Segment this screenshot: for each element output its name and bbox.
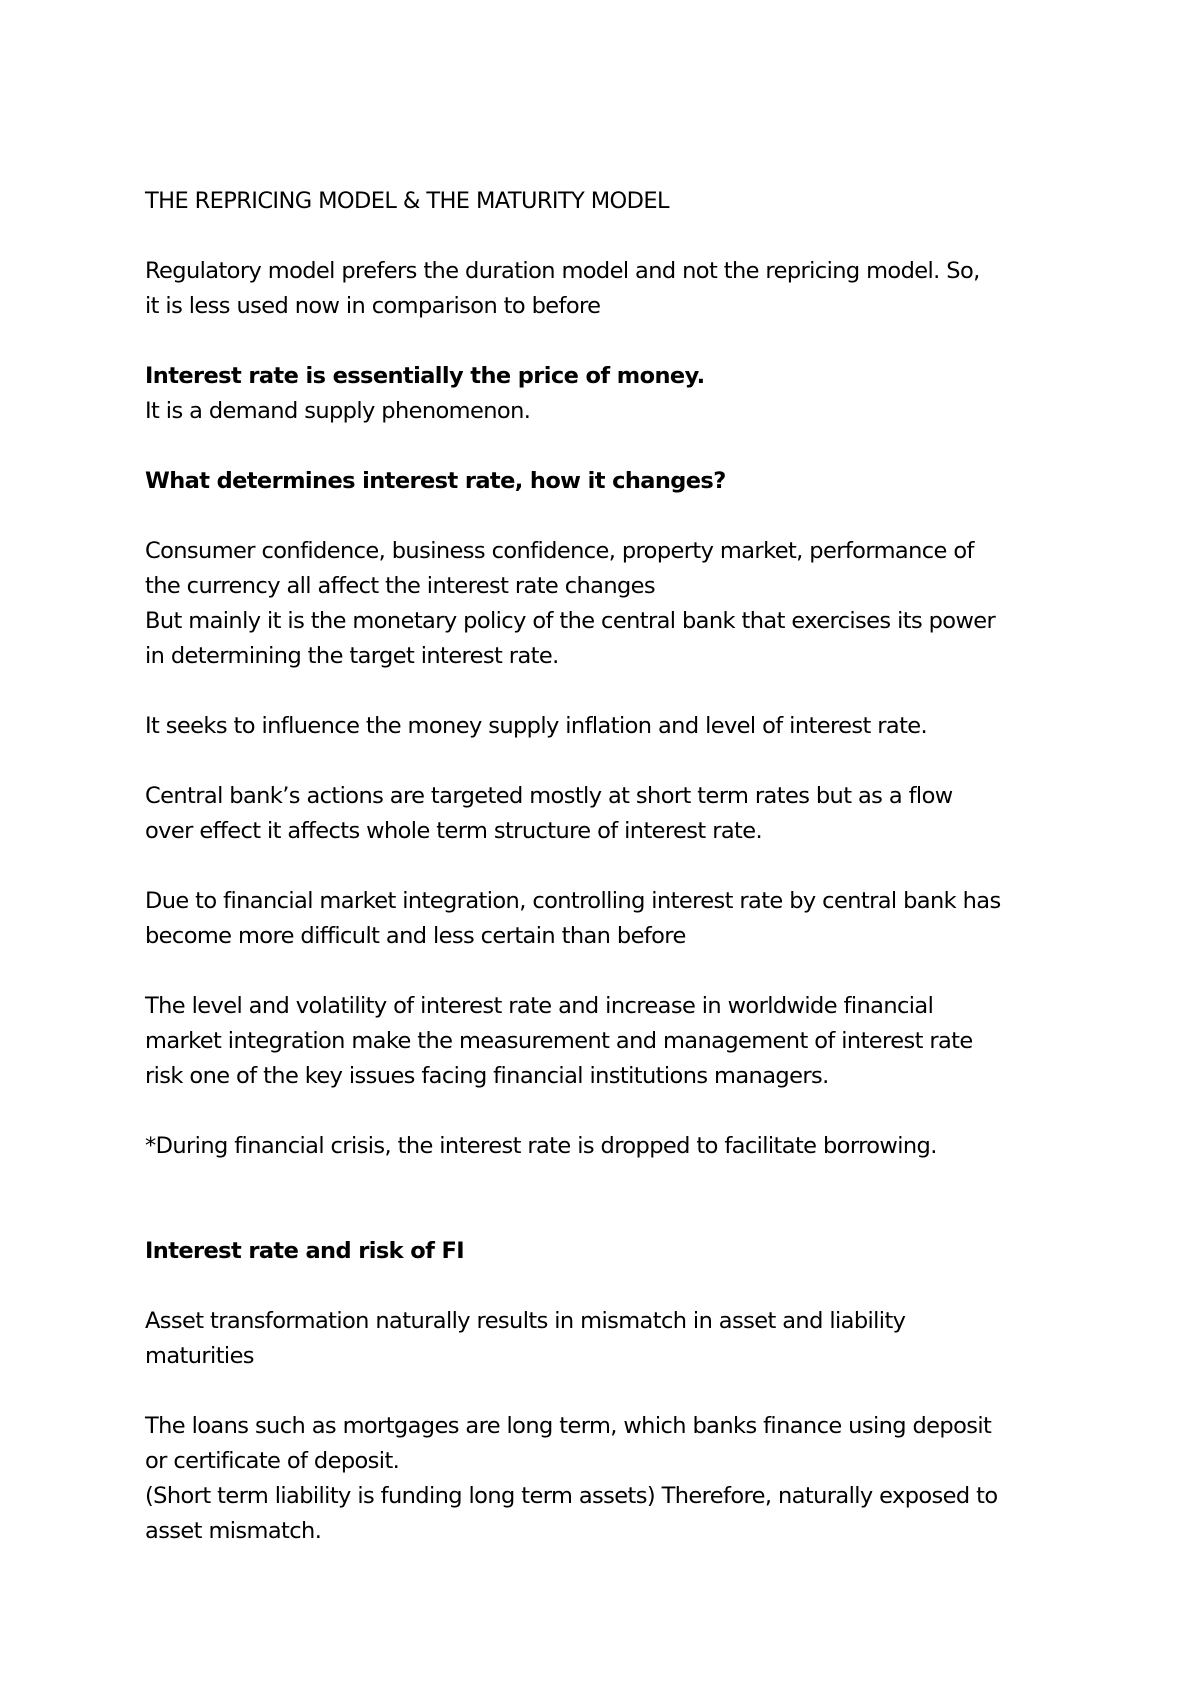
paragraph-line: it is less used now in comparison to before [145, 293, 601, 319]
section-heading: Interest rate and risk of FI [145, 1238, 465, 1264]
section-heading: Interest rate is essentially the price of money. [145, 363, 705, 389]
note-line: *During financial crisis, the interest rate is dropped to facilitate borrowing. [145, 1133, 937, 1159]
paragraph-line: market integration make the measurement and management of interest rate [145, 1028, 973, 1054]
paragraph-line: (Short term liability is funding long term assets) Therefore, naturally exposed to [145, 1483, 998, 1509]
paragraph-line: over effect it affects whole term structure of interest rate. [145, 818, 763, 844]
document-page [145, 184, 1075, 1549]
paragraph-line: in determining the target interest rate. [145, 643, 559, 669]
document-title: THE REPRICING MODEL & THE MATURITY MODEL [145, 188, 669, 214]
paragraph-line: But mainly it is the monetary policy of the central bank that exercises its power [145, 608, 996, 634]
paragraph-line: risk one of the key issues facing financial institutions managers. [145, 1063, 829, 1089]
paragraph-line: It seeks to influence the money supply inflation and level of interest rate. [145, 713, 928, 739]
paragraph-line: Regulatory model prefers the duration model and not the repricing model. So, [145, 258, 980, 284]
paragraph-line: maturities [145, 1343, 254, 1369]
paragraph-line: The loans such as mortgages are long term, which banks finance using deposit [145, 1413, 992, 1439]
paragraph-line: Central bank’s actions are targeted mostly at short term rates but as a flow [145, 783, 953, 809]
paragraph-line: It is a demand supply phenomenon. [145, 398, 531, 424]
paragraph-line: become more difficult and less certain than before [145, 923, 686, 949]
paragraph-line: Due to financial market integration, controlling interest rate by central bank has [145, 888, 1001, 914]
paragraph-line: The level and volatility of interest rate and increase in worldwide financial [145, 993, 934, 1019]
paragraph-line: the currency all affect the interest rate changes [145, 573, 656, 599]
paragraph-line: asset mismatch. [145, 1518, 322, 1544]
paragraph-line: Consumer confidence, business confidence, property market, performance of [145, 538, 974, 564]
section-heading: What determines interest rate, how it changes? [145, 468, 726, 494]
paragraph-line: or certificate of deposit. [145, 1448, 400, 1474]
paragraph-line: Asset transformation naturally results in mismatch in asset and liability [145, 1308, 906, 1334]
